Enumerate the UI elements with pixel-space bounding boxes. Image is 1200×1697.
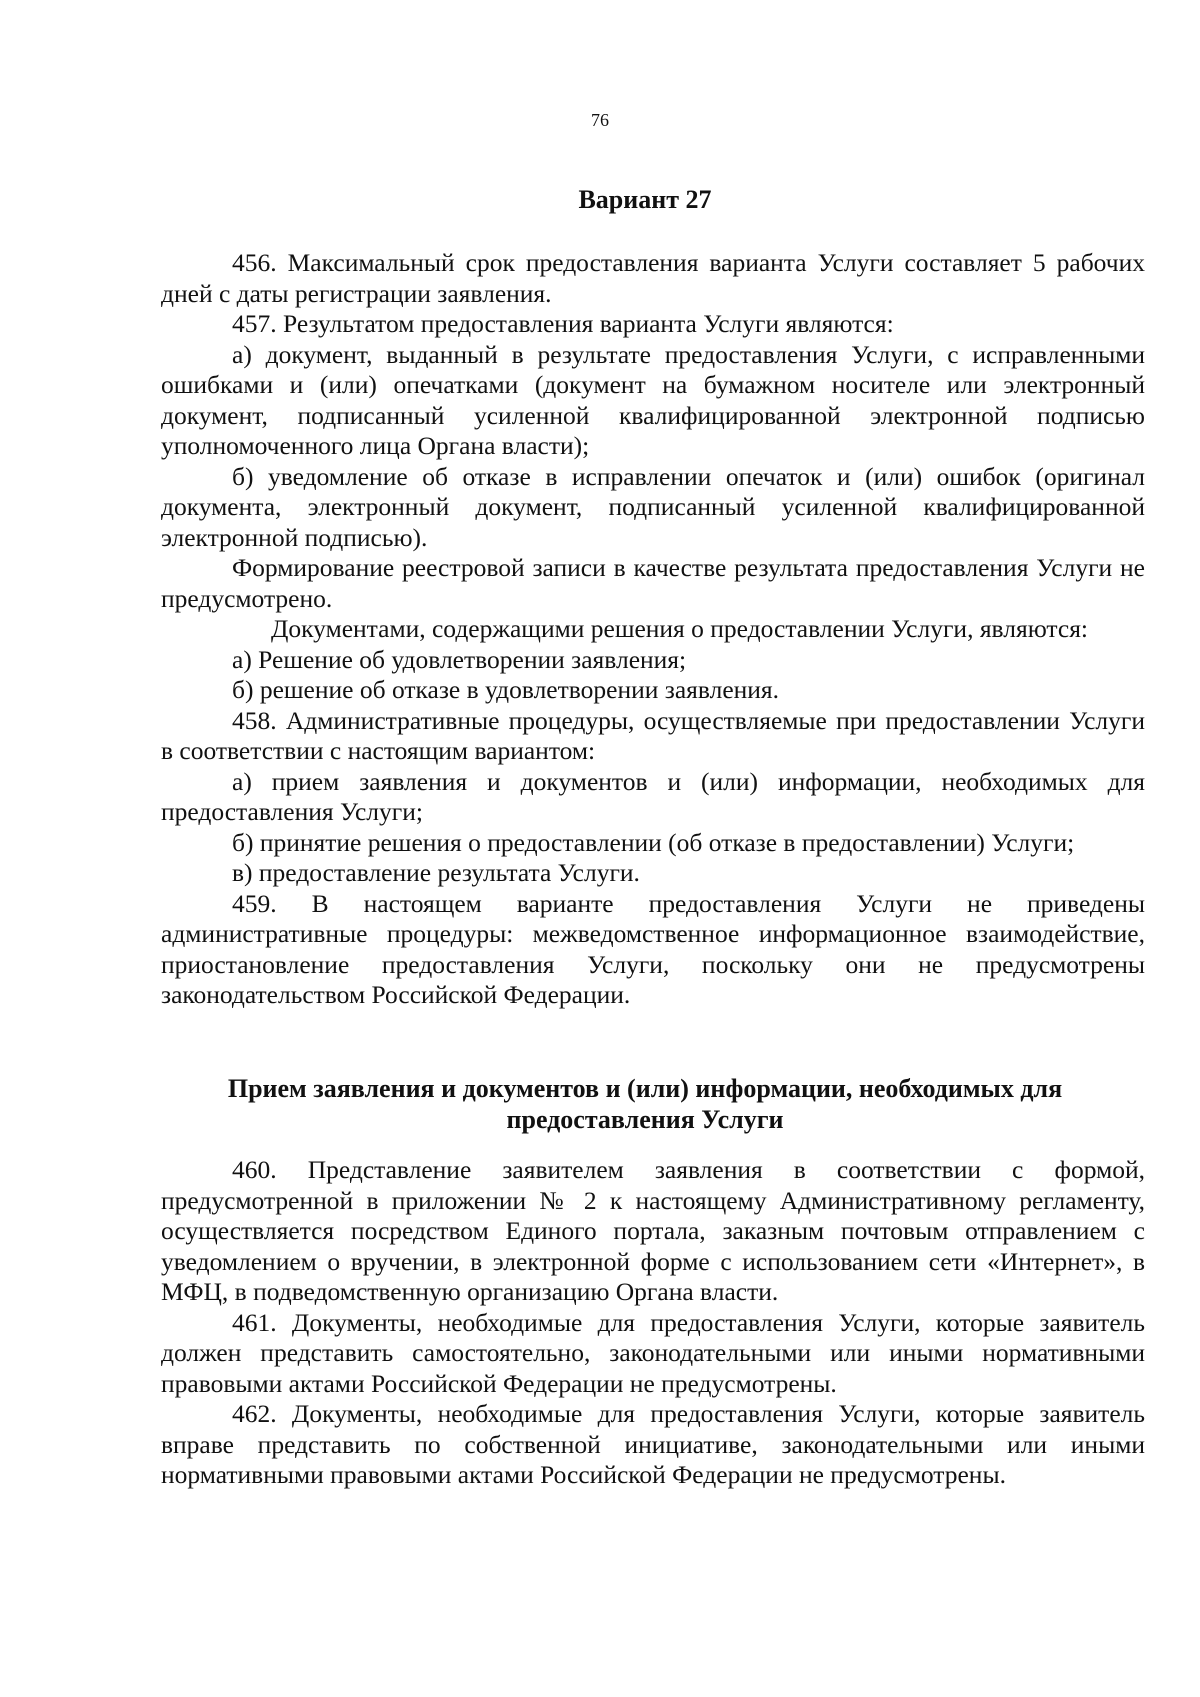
section-heading-line-1: Прием заявления и документов и (или) информации, необходимых для [227,1074,1063,1103]
paragraph-456: 456. Максимальный срок предоставления варианта Услуги составляет 5 рабочих дней с даты регистрации заявления. [161,248,1145,308]
body-text-top [161,248,1145,1011]
variant-heading: Вариант 27 [578,185,712,214]
paragraph-458-a: а) прием заявления и документов и (или) информации, необходимых для предоставления Услуги; [161,766,1145,826]
paragraph-460: 460. Представление заявителем заявления в соответствии с формой, предусмотренной в приложении № 2 к настоящему Административному регламенту, осуществляется посредством Единого портала, заказным почтовым отправлением с уведомлением о вручении, в электронной форме с использованием сети «Интернет», в МФЦ, в подведомственную организацию Органа власти. [161,1155,1145,1306]
section-heading [160,1073,1130,1135]
paragraph-459: 459. В настоящем варианте предоставления Услуги не приведены административные процедуры: межведомственное информационное взаимодействие, приостановление предоставления Услуги, поскольку они не предусмотрены законодательством Российской Федерации. [161,888,1145,1009]
paragraph-457-b: б) уведомление об отказе в исправлении опечаток и (или) ошибок (оригинал документа, электронный документ, подписанный усиленной квалифицированной электронной подписью). [161,461,1145,552]
paragraph-decision-a: а) Решение об удовлетворении заявления; [232,644,687,674]
paragraph-decision-b: б) решение об отказе в удовлетворении заявления. [232,675,780,704]
paragraph-458-b: б) принятие решения о предоставлении (об отказе в предоставлении) Услуги; [232,827,1075,857]
page-number: 76 [591,110,609,130]
body-text-bottom [161,1155,1145,1491]
paragraph-registry-record: Формирование реестровой записи в качестве результата предоставления Услуги не предусмотрено. [161,553,1145,613]
paragraph-461: 461. Документы, необходимые для предоставления Услуги, которые заявитель должен представить самостоятельно, законодательными или иными нормативными правовыми актами Российской Федерации не предусмотрены. [161,1307,1145,1398]
paragraph-462: 462. Документы, необходимые для предоставления Услуги, которые заявитель вправе представить по собственной инициативе, законодательными или иными нормативными правовыми актами Российской Федерации не предусмотрены. [161,1399,1145,1489]
paragraph-457-a: а) документ, выданный в результате предоставления Услуги, с исправленными ошибками и (или) опечатками (документ на бумажном носителе или электронный документ, подписанный усиленной квалифицированной электронной подписью уполномоченного лица Органа власти); [161,339,1145,460]
paragraph-458-c: в) предоставление результата Услуги. [232,858,640,887]
section-heading-line-2: предоставления Услуги [506,1105,784,1134]
paragraph-457: 457. Результатом предоставления варианта Услуги являются: [232,309,894,338]
paragraph-458: 458. Административные процедуры, осуществляемые при предоставлении Услуги в соответствии с настоящим вариантом: [161,705,1145,765]
paragraph-decision-documents: Документами, содержащими решения о предоставлении Услуги, являются: [271,614,1089,643]
